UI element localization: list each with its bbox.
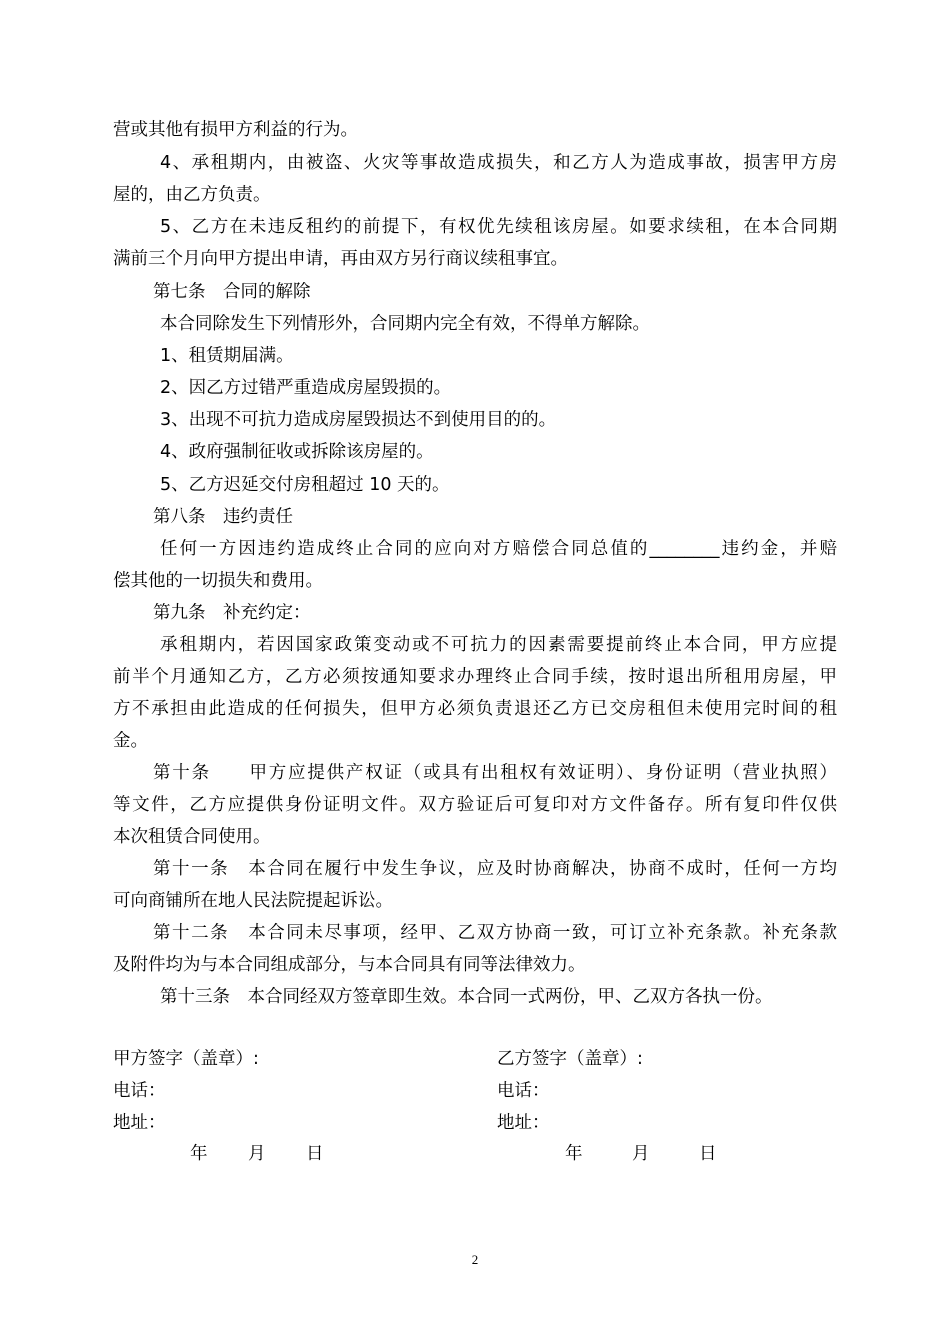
paragraph-line: 本合同除发生下列情形外，合同期内完全有效，不得单方解除。 — [160, 314, 650, 334]
paragraph-line: 金。 — [113, 731, 148, 751]
paragraph-line: 可向商铺所在地人民法院提起诉讼。 — [113, 891, 393, 911]
paragraph-line: 屋的，由乙方负责。 — [113, 185, 271, 205]
paragraph-line: 本次租赁合同使用。 — [113, 827, 271, 847]
paragraph-line: 承租期内，若因国家政策变动或不可抗力的因素需要提前终止本合同，甲方应提 — [160, 635, 837, 655]
party-b-date-year: 年 — [565, 1144, 583, 1164]
paragraph-line: 营或其他有损甲方利益的行为。 — [113, 120, 358, 140]
paragraph-line: 任何一方因违约造成终止合同的应向对方赔偿合同总值的________违约金，并赔 — [160, 539, 837, 559]
paragraph-line: 偿其他的一切损失和费用。 — [113, 571, 323, 591]
party-b-date-day: 日 — [699, 1144, 717, 1164]
party-b-signature-label: 乙方签字（盖章）: — [497, 1049, 643, 1069]
paragraph-line: 4、承租期内，由被盗、火灾等事故造成损失，和乙方人为造成事故，损害甲方房 — [160, 153, 837, 173]
party-a-date-year: 年 — [190, 1144, 208, 1164]
list-item: 5、乙方迟延交付房租超过 10 天的。 — [160, 475, 450, 495]
party-a-date-day: 日 — [306, 1144, 324, 1164]
paragraph-line: 等文件，乙方应提供身份证明文件。双方验证后可复印对方文件备存。所有复印件仅供 — [113, 795, 837, 815]
section-heading: 第十条 甲方应提供产权证（或具有出租权有效证明）、身份证明（营业执照） — [153, 763, 837, 783]
page-number: 2 — [471, 1252, 479, 1267]
list-item: 2、因乙方过错严重造成房屋毁损的。 — [160, 378, 452, 398]
party-b-address-label: 地址： — [497, 1113, 550, 1133]
section-heading: 第十一条 本合同在履行中发生争议，应及时协商解决，协商不成时，任何一方均 — [153, 859, 837, 879]
list-item: 1、租赁期届满。 — [160, 346, 294, 366]
section-heading: 第十三条 本合同经双方签章即生效。本合同一式两份，甲、乙双方各执一份。 — [160, 987, 773, 1007]
list-item: 3、出现不可抗力造成房屋毁损达不到使用目的的。 — [160, 410, 557, 430]
paragraph-line: 满前三个月向甲方提出申请，再由双方另行商议续租事宜。 — [113, 249, 568, 269]
party-b-phone-label: 电话： — [497, 1081, 550, 1101]
party-a-signature-label: 甲方签字（盖章）: — [113, 1049, 259, 1069]
section-heading: 第十二条 本合同未尽事项，经甲、乙双方协商一致，可订立补充条款。补充条款 — [153, 923, 837, 943]
paragraph-line: 5、乙方在未违反租约的前提下，有权优先续租该房屋。如要求续租，在本合同期 — [160, 217, 837, 237]
party-a-phone-label: 电话： — [113, 1081, 166, 1101]
section-heading: 第九条 补充约定： — [153, 603, 311, 623]
section-heading: 第七条 合同的解除 — [153, 282, 311, 302]
paragraph-line: 前半个月通知乙方，乙方必须按通知要求办理终止合同手续，按时退出所租用房屋，甲 — [113, 667, 837, 687]
paragraph-line: 方不承担由此造成的任何损失，但甲方必须负责退还乙方已交房租但未使用完时间的租 — [113, 699, 837, 719]
party-a-date-month: 月 — [248, 1144, 266, 1164]
section-heading: 第八条 违约责任 — [153, 507, 293, 527]
list-item: 4、政府强制征收或拆除该房屋的。 — [160, 442, 434, 462]
party-b-date-month: 月 — [632, 1144, 650, 1164]
party-a-address-label: 地址： — [113, 1113, 166, 1133]
paragraph-line: 及附件均为与本合同组成部分，与本合同具有同等法律效力。 — [113, 955, 586, 975]
